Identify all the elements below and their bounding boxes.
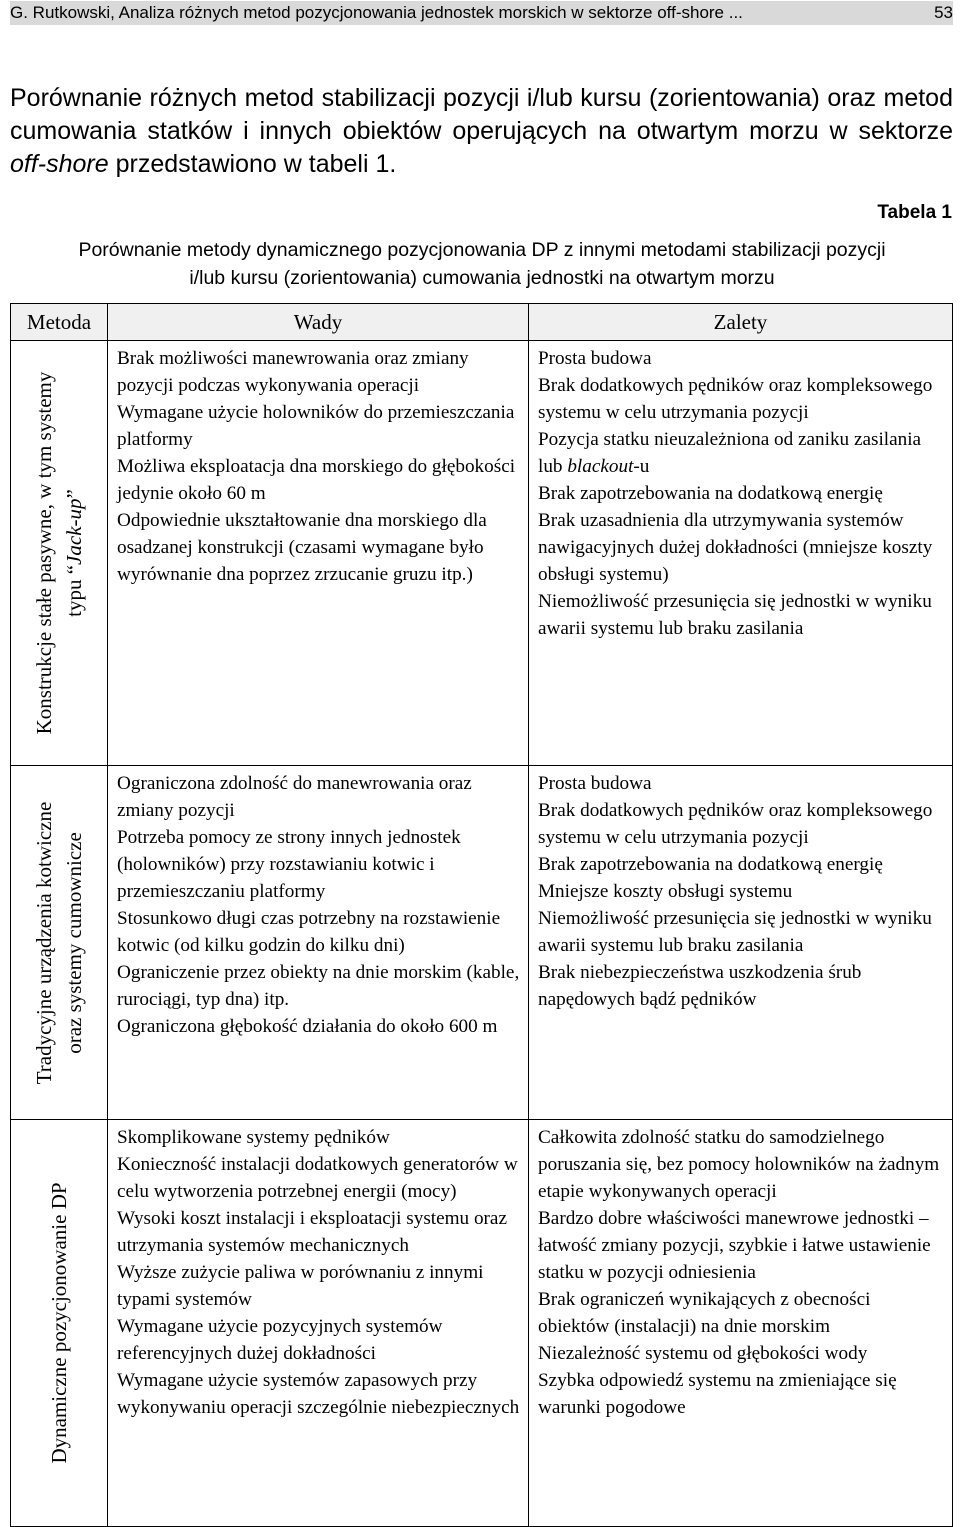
wada-item: Wysoki koszt instalacji i eksploatacji systemu oraz utrzymania systemów mechanicznych <box>117 1208 507 1256</box>
method-cell-jackup <box>11 341 108 766</box>
wady-cell <box>108 1120 529 1527</box>
method-label-jackup <box>29 372 89 735</box>
quote-close: ” <box>62 489 86 499</box>
zaleta-item: Brak uzasadnienia dla utrzymywania systemów nawigacyjnych dużej dokładności (mniejsze koszty obsługi systemu) <box>538 510 933 585</box>
zalety-cell <box>529 341 953 766</box>
quote-open: typu “ <box>62 564 86 617</box>
wada-item: Wymagane użycie systemów zapasowych przy wykonywaniu operacji szczególnie niebezpiecznych <box>117 1370 520 1418</box>
method-label-dp <box>44 1182 74 1463</box>
page-number: 53 <box>934 3 953 22</box>
wady-cell <box>108 766 529 1120</box>
table-row <box>11 341 953 766</box>
table-row <box>11 766 953 1120</box>
wada-item: Wymagane użycie holowników do przemieszczania platformy <box>117 402 515 450</box>
method-cell-anchoring <box>11 766 108 1120</box>
wada-item: Ograniczona głębokość działania do około 600 m <box>117 1016 498 1037</box>
zaleta-item: Niemożliwość przesunięcia się jednostki w wyniku awarii systemu lub braku zasilania <box>538 591 932 639</box>
wada-item: Stosunkowo długi czas potrzebny na rozstawienie kotwic (od kilku godzin do kilku dni) <box>117 908 501 956</box>
method-label-anchoring <box>29 801 89 1084</box>
intro-text-1: Porównanie różnych metod stabilizacji pozycji i/lub kursu (zorientowania) oraz metod cumowania statków i innych obiektów operujących na otwartym morzu w sektorze <box>10 84 953 145</box>
wada-item: Brak możliwości manewrowania oraz zmiany pozycji podczas wykonywania operacji <box>117 348 469 396</box>
table-header-row <box>11 304 953 341</box>
table-caption-line-2: i/lub kursu (zorientowania) cumowania jednostki na otwartym morzu <box>189 267 775 289</box>
header-zalety: Zalety <box>529 304 953 341</box>
wady-cell <box>108 341 529 766</box>
method-label-line: Konstrukcje stałe pasywne, w tym systemy <box>32 371 56 735</box>
intro-italic-offshore: off-shore <box>10 150 109 178</box>
zaleta-item: Brak ograniczeń wynikających z obecności obiektów (instalacji) na dnie morskim <box>538 1289 871 1337</box>
wada-item: Ograniczona zdolność do manewrowania oraz zmiany pozycji <box>117 773 472 821</box>
wada-item: Wymagane użycie pozycyjnych systemów referencyjnych dużej dokładności <box>117 1316 443 1364</box>
zaleta-item: Prosta budowa <box>538 348 652 369</box>
table-row <box>11 1120 953 1527</box>
running-header <box>10 1 953 25</box>
zaleta-item: Całkowita zdolność statku do samodzielnego poruszania się, bez pomocy holowników na żadnym etapie wykonywanych operacji <box>538 1127 940 1202</box>
zaleta-item: Brak dodatkowych pędników oraz kompleksowego systemu w celu utrzymania pozycji <box>538 375 933 423</box>
intro-text-2: przedstawiono w tabeli 1. <box>108 150 397 178</box>
zaleta-item: Brak dodatkowych pędników oraz kompleksowego systemu w celu utrzymania pozycji <box>538 800 933 848</box>
zaleta-item: Mniejsze koszty obsługi systemu <box>538 881 793 902</box>
zalety-cell <box>529 1120 953 1527</box>
table-caption-line-1: Porównanie metody dynamicznego pozycjonowania DP z innymi metodami stabilizacji pozycji <box>78 239 886 261</box>
header-metoda: Metoda <box>11 304 108 341</box>
comparison-table <box>10 303 953 1527</box>
method-cell-dp <box>11 1120 108 1527</box>
intro-paragraph <box>10 82 953 181</box>
wada-item: Możliwa eksploatacja dna morskiego do głębokości jedynie około 60 m <box>117 456 516 504</box>
zaleta-text: Pozycja statku nieuzależniona od zaniku zasilania lub <box>538 429 922 477</box>
method-label-line: oraz systemy cumownicze <box>62 831 86 1054</box>
wada-item: Odpowiednie ukształtowanie dna morskiego dla osadzanej konstrukcji (czasami wymagane było wyrównanie dna poprzez zrzucanie gruzu itp.) <box>117 510 487 585</box>
method-label-line: Tradycyjne urządzenia kotwiczne <box>32 801 56 1084</box>
wada-item: Ograniczenie przez obiekty na dnie morskim (kable, rurociągi, typ dna) itp. <box>117 962 520 1010</box>
header-wady: Wady <box>108 304 529 341</box>
zaleta-item: Prosta budowa <box>538 773 652 794</box>
zaleta-item: Brak zapotrzebowania na dodatkową energię <box>538 854 883 875</box>
method-label-line: Dynamiczne pozycjonowanie DP <box>47 1182 71 1464</box>
wada-item: Skomplikowane systemy pędników <box>117 1127 390 1148</box>
zalety-cell <box>529 766 953 1120</box>
zaleta-item: Brak zapotrzebowania na dodatkową energię <box>538 483 883 504</box>
wada-item: Wyższe zużycie paliwa w porównaniu z innymi typami systemów <box>117 1262 484 1310</box>
zaleta-item <box>538 426 946 480</box>
zaleta-item: Bardzo dobre właściwości manewrowe jednostki – łatwość zmiany pozycji, szybkie i łatwe ustawienie statku w pozycji odniesienia <box>538 1208 931 1283</box>
blackout-suffix: -u <box>633 456 650 477</box>
running-header-title: G. Rutkowski, Analiza różnych metod pozycjonowania jednostek morskich w sektorze off-shore ... <box>10 3 743 22</box>
method-label-line <box>59 372 89 735</box>
table-label: Tabela 1 <box>877 202 952 223</box>
zaleta-item: Niemożliwość przesunięcia się jednostki w wyniku awarii systemu lub braku zasilania <box>538 908 932 956</box>
jackup-italic: Jack-up <box>62 498 86 565</box>
wada-item: Konieczność instalacji dodatkowych generatorów w celu wytworzenia potrzebnej energii (mocy) <box>117 1154 518 1202</box>
table-caption <box>12 236 952 292</box>
zaleta-item: Niezależność systemu od głębokości wody <box>538 1343 868 1364</box>
zaleta-item: Brak niebezpieczeństwa uszkodzenia śrub napędowych bądź pędników <box>538 962 862 1010</box>
zaleta-item: Szybka odpowiedź systemu na zmieniające się warunki pogodowe <box>538 1370 897 1418</box>
wada-item: Potrzeba pomocy ze strony innych jednostek (holowników) przy rozstawianiu kotwic i przemieszczaniu platformy <box>117 827 461 902</box>
blackout-italic: blackout <box>567 456 634 477</box>
